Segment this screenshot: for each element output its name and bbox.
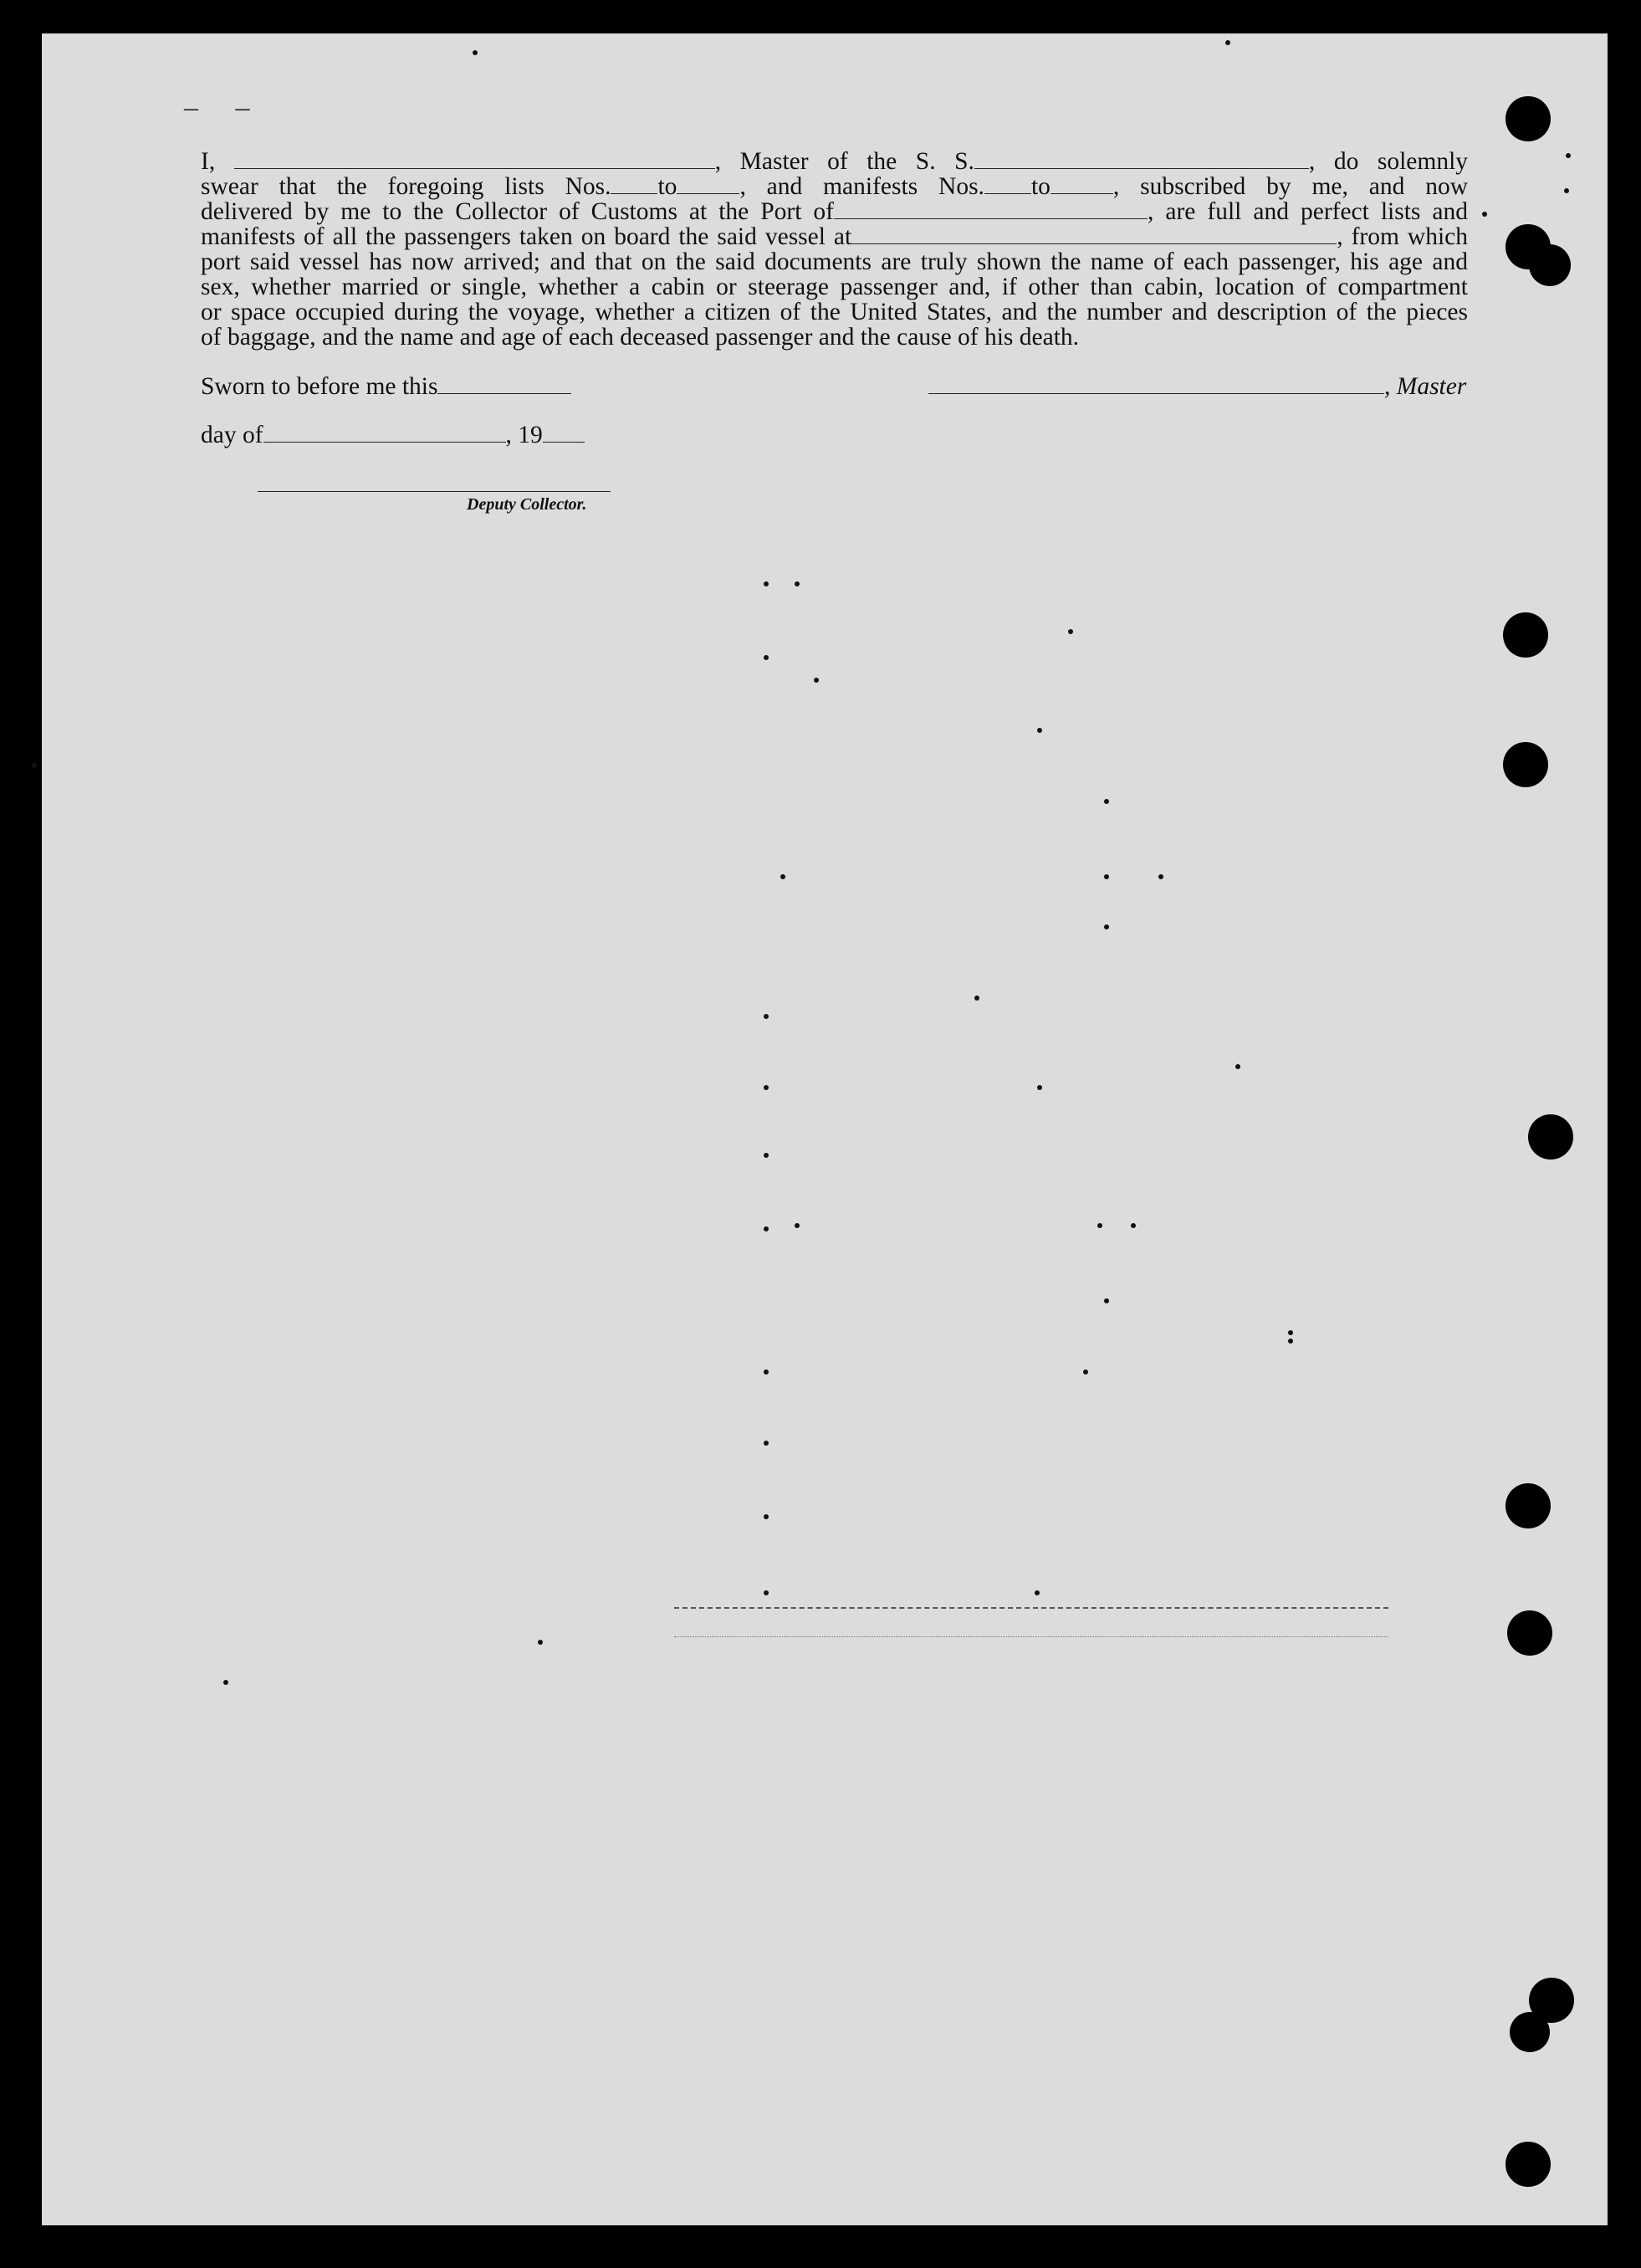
month-blank: [263, 425, 506, 443]
speck: [32, 763, 37, 768]
master-signature-blank: [928, 376, 1384, 394]
speck: [1035, 1590, 1040, 1595]
speck: [1288, 1330, 1293, 1335]
speck: [764, 1226, 769, 1231]
speck: [538, 1640, 543, 1645]
oath-line3-b: , are full and perfect lists and: [1148, 198, 1468, 225]
oath-line1-b: , Master of the S. S.: [714, 148, 974, 175]
sworn-text: Sworn to before me this: [201, 373, 438, 400]
speck: [764, 655, 769, 660]
manifests-to-blank: [1051, 177, 1113, 194]
speck: [764, 1153, 769, 1158]
punch-hole: [1528, 1114, 1573, 1160]
speck: [1235, 1064, 1240, 1069]
speck: [764, 581, 769, 586]
master-name-blank: [234, 151, 715, 169]
speck: [814, 678, 819, 683]
oath-line2-e: , subscribed by me, and now: [1112, 173, 1469, 200]
oath-line-8: of baggage, and the name and age of each deceased passenger and the cause of his death.: [201, 324, 1080, 351]
oath-line2-c: , and manifests Nos.: [739, 173, 984, 200]
manifests-from-blank: [984, 177, 1031, 194]
faint-rule-dotted: [674, 1636, 1388, 1637]
speck: [764, 1514, 769, 1519]
port-blank: [834, 202, 1148, 219]
punch-hole: [1510, 2012, 1550, 2052]
page-marker: – –: [184, 92, 265, 123]
oath-paragraph: [201, 149, 1468, 350]
speck: [764, 1590, 769, 1595]
speck: [1288, 1339, 1293, 1344]
year-prefix: , 19: [505, 422, 543, 448]
speck: [1225, 40, 1230, 45]
speck: [1104, 1298, 1109, 1303]
oath-line-4: [201, 224, 1468, 249]
day-of-text: day of: [201, 422, 263, 448]
speck: [1482, 212, 1487, 217]
punch-hole: [1506, 2142, 1551, 2187]
speck: [795, 1223, 800, 1228]
oath-line2-b: to: [657, 173, 677, 200]
speck: [1104, 924, 1109, 929]
speck: [780, 874, 785, 879]
speck: [1104, 799, 1109, 804]
punch-hole: [1507, 1610, 1552, 1656]
speck: [764, 1085, 769, 1090]
punch-hole: [1503, 612, 1548, 658]
oath-line-5: port said vessel has now arrived; and that on the said documents are truly shown the name of each passenger, his age and: [201, 248, 1468, 275]
year-blank: [543, 425, 585, 443]
departure-port-blank: [851, 227, 1337, 244]
speck: [1158, 874, 1163, 879]
speck: [1566, 153, 1571, 158]
sworn-line: [201, 373, 571, 401]
lists-to-blank: [677, 177, 739, 194]
oath-line-7: or space occupied during the voyage, whether a citizen of the United States, and the number and description of the pieces: [201, 299, 1468, 325]
speck: [1037, 728, 1042, 733]
document-page: [42, 33, 1608, 2225]
speck: [1068, 629, 1073, 634]
punch-hole: [1506, 1483, 1551, 1528]
speck: [1037, 1085, 1042, 1090]
punch-hole: [1506, 96, 1551, 141]
deputy-signature-line: [258, 491, 611, 492]
oath-line-6: sex, whether married or single, whether a cabin or steerage passenger and, if other than cabin, location of compartment: [201, 274, 1468, 300]
speck: [1104, 874, 1109, 879]
speck: [473, 50, 478, 55]
speck: [1097, 1223, 1102, 1228]
speck: [764, 1441, 769, 1446]
speck: [223, 1680, 228, 1685]
faint-rule: [674, 1607, 1388, 1609]
oath-line4-a: manifests of all the passengers taken on board the said vessel at: [201, 223, 852, 250]
speck: [1564, 188, 1569, 193]
oath-line-2: [201, 174, 1468, 199]
speck: [764, 1014, 769, 1019]
speck: [795, 581, 800, 586]
speck: [1131, 1223, 1136, 1228]
oath-line1-a: I,: [201, 148, 216, 175]
sworn-day-blank: [437, 376, 571, 394]
speck: [1083, 1370, 1088, 1375]
deputy-collector-label: Deputy Collector.: [467, 495, 587, 514]
speck: [974, 996, 979, 1001]
oath-line-3: [201, 199, 1468, 224]
oath-line-1: [201, 149, 1468, 174]
oath-line4-b: , from which: [1337, 223, 1469, 250]
speck: [764, 1370, 769, 1375]
punch-hole: [1529, 244, 1571, 286]
oath-line2-a: swear that the foregoing lists Nos.: [201, 173, 611, 200]
oath-line2-d: to: [1030, 173, 1051, 200]
ship-name-blank: [974, 151, 1309, 169]
lists-from-blank: [611, 177, 657, 194]
master-signature-line: [928, 373, 1466, 401]
day-of-line: [201, 422, 585, 449]
master-label: , Master: [1384, 373, 1467, 400]
oath-line3-a: delivered by me to the Collector of Customs at the Port of: [201, 198, 835, 225]
oath-line1-c: , do solemnly: [1308, 148, 1469, 175]
punch-hole: [1503, 742, 1548, 787]
